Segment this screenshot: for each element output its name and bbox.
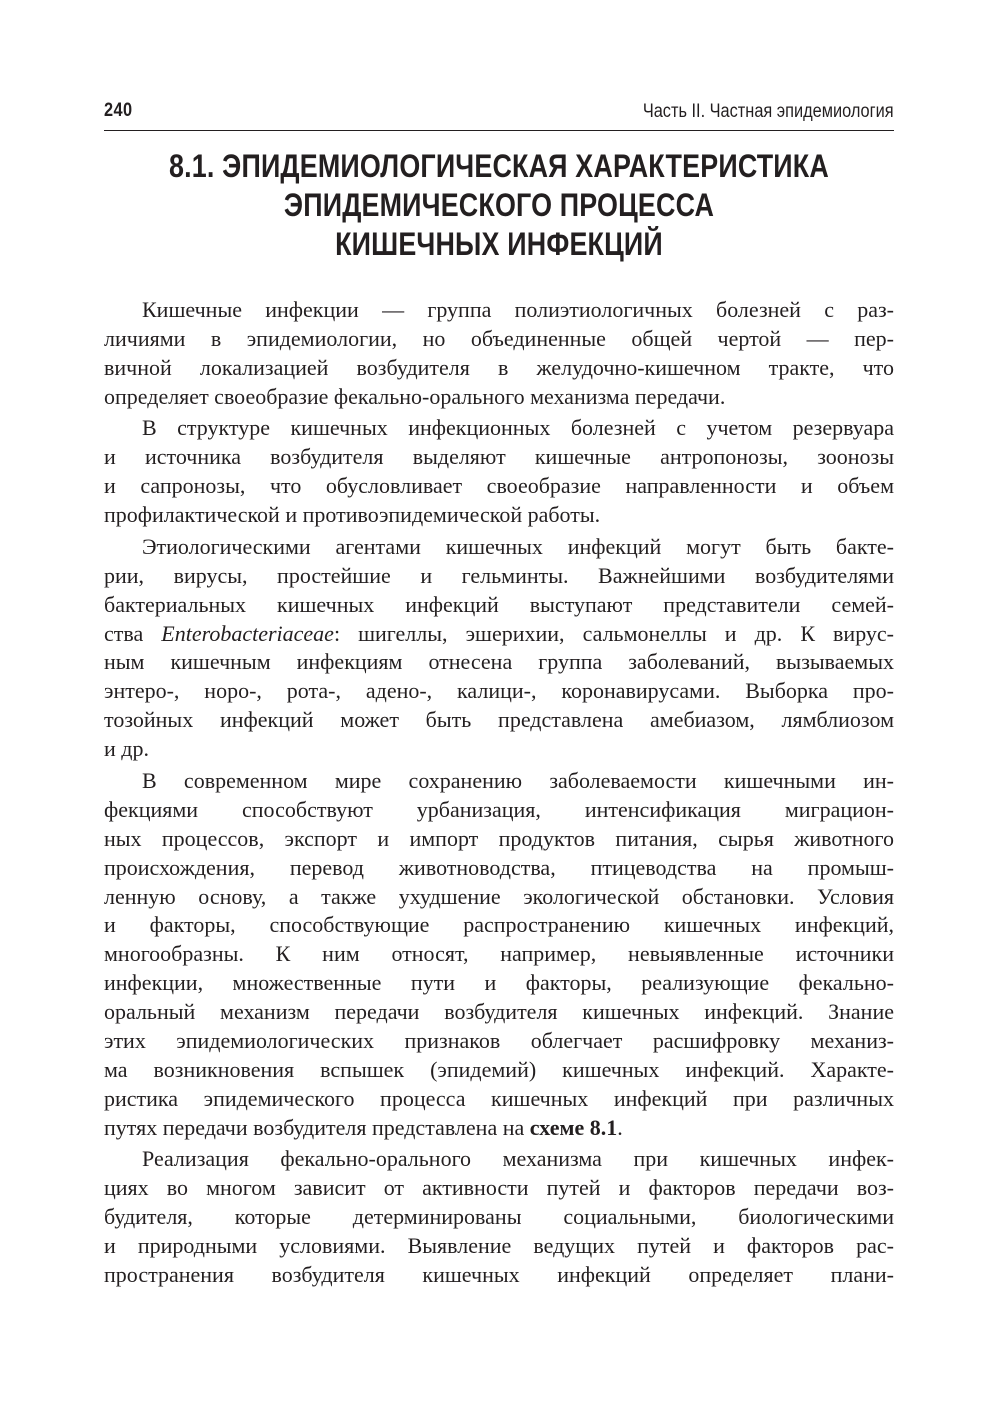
text-line: ленную основу, а также ухудшение экологической обстановки. Условия: [104, 883, 894, 909]
body-text: [104, 296, 894, 1293]
text-line: энтеро-, норо-, рота-, адено-, калици-, коронавирусами. Выборка про-: [104, 678, 894, 704]
text-line: ма возникновения вспышек (эпидемий) кишечных инфекций. Характе-: [104, 1056, 894, 1082]
text-line: и природными условиями. Выявление ведущих путей и факторов рас-: [104, 1233, 894, 1259]
text-line: циях во многом зависит от активности путей и факторов передачи воз-: [104, 1175, 894, 1201]
text-line: и источника возбудителя выделяют кишечные антропонозы, зоонозы: [104, 444, 894, 470]
running-header: [104, 100, 894, 131]
text-line: Этиологическими агентами кишечных инфекций могут быть бакте-: [142, 533, 894, 559]
text-line: будителя, которые детерминированы социальными, биологическими: [104, 1204, 894, 1230]
text-line: Кишечные инфекции — группа полиэтиологичных болезней с раз-: [142, 297, 894, 322]
text-line: и сапронозы, что обусловливает своеобразие направленности и объем: [104, 473, 894, 499]
text-line: Реализация фекально-орального механизма при кишечных инфек-: [142, 1146, 894, 1172]
text-line: происхождения, перевод животноводства, птицеводства на промыш-: [104, 854, 894, 880]
text-fragment: ства: [104, 620, 162, 646]
text-line: ных процессов, экспорт и импорт продуктов питания, сырья животного: [104, 825, 894, 851]
heading-line: 8.1. ЭПИДЕМИОЛОГИЧЕСКАЯ ХАРАКТЕРИСТИКА: [169, 148, 829, 184]
text-line: личиями в эпидемиологии, но объединенные общей чертой — пер-: [104, 325, 894, 351]
text-line: ристика эпидемического процесса кишечных инфекций при различных: [104, 1085, 894, 1111]
text-fragment: .: [617, 1114, 623, 1140]
text-line: вичной локализацией возбудителя в желудочно-кишечном тракте, что: [104, 354, 894, 380]
text-line: инфекции, множественные пути и факторы, реализующие фекально-: [104, 970, 894, 996]
scheme-reference: схеме 8.1: [529, 1114, 618, 1140]
taxon-name: Enterobacteriaceae: [161, 620, 334, 646]
text-fragment: путях передачи возбудителя представлена на: [104, 1114, 530, 1140]
text-line-with-taxon: [104, 620, 894, 649]
heading-line: ЭПИДЕМИЧЕСКОГО ПРОЦЕССА: [283, 187, 715, 223]
section-heading: [104, 147, 894, 264]
text-line: фекциями способствуют урбанизация, интенсификация миграцион-: [104, 796, 894, 822]
text-line: рии, вирусы, простейшие и гельминты. Важнейшими возбудителями: [104, 562, 894, 588]
paragraph-2: [104, 414, 894, 530]
paragraph-4: [104, 767, 894, 1143]
text-line-with-scheme-ref: [104, 1114, 894, 1143]
text-line: многообразны. К ним относят, например, невыявленные источники: [104, 941, 894, 967]
text-line: этих эпидемиологических признаков облегчает расшифровку механиз-: [104, 1028, 894, 1054]
paragraph-1: [104, 296, 894, 412]
text-line: профилактической и противоэпидемической работы.: [104, 502, 601, 528]
text-line: ным кишечным инфекциям отнесена группа заболеваний, вызываемых: [104, 649, 894, 675]
text-fragment: : шигеллы, эшерихии, сальмонеллы и др. К вирус-: [333, 620, 894, 646]
text-line: В структуре кишечных инфекционных болезней с учетом резервуара: [142, 415, 894, 441]
text-line: В современном мире сохранению заболеваемости кишечными ин-: [142, 767, 894, 793]
text-line: пространения возбудителя кишечных инфекций определяет плани-: [104, 1262, 894, 1288]
paragraph-5: [104, 1145, 894, 1290]
paragraph-3: [104, 533, 894, 764]
text-line: оральный механизм передачи возбудителя кишечных инфекций. Знание: [104, 999, 894, 1025]
text-line: и факторы, способствующие распространению кишечных инфекций,: [104, 912, 894, 938]
text-line: бактериальных кишечных инфекций выступают представители семей-: [104, 591, 894, 617]
text-line: определяет своеобразие фекально-орального механизма передачи.: [104, 383, 726, 409]
page-number: 240: [104, 100, 133, 121]
heading-line: КИШЕЧНЫХ ИНФЕКЦИЙ: [335, 226, 663, 262]
text-line: и др.: [104, 736, 149, 762]
running-section-title: Часть II. Частная эпидемиология: [643, 101, 894, 122]
text-line: тозойных инфекций может быть представлена амебиазом, лямблиозом: [104, 707, 894, 733]
